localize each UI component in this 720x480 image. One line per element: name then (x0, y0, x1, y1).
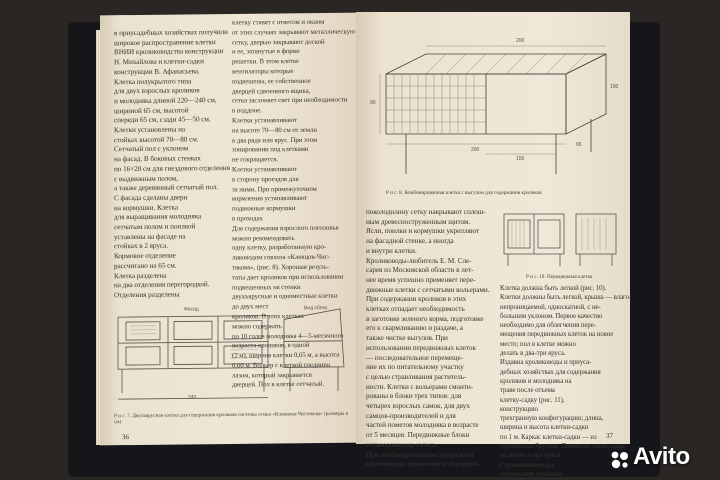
dim-bottom: 200 (471, 147, 480, 153)
center-text-line: в два ряда или ярус. При этом (232, 136, 318, 145)
center-text-line: за ними. При промежуточном (232, 185, 317, 194)
right-col1-text-line: в заготовке зеленого корма, подготовке (366, 314, 484, 323)
left-text-line: а также деревянный сетчатый пол. (114, 183, 219, 193)
figure-10-caption: Р и с. 10. Передвижная клетка (526, 274, 593, 280)
left-text-line: с выдвижным полом, (114, 174, 178, 183)
avito-watermark: Avito (633, 443, 690, 470)
dim-depth: 65 (576, 142, 582, 148)
left-text-line: для выращивания молодняка (114, 212, 202, 222)
right-col1-text-line: ние их по питательному участку (366, 363, 464, 372)
center-text-line: клетку ставят с отвесом и окном (232, 18, 325, 27)
right-col1-text-line: самцов-производителей и для (366, 411, 456, 420)
right-col2-text-line: мещения передвижных клеток на новое (500, 331, 614, 339)
right-col1-text-line: Ясли, поилки и кормушки укрепляют (366, 227, 480, 236)
right-page-column-1 (366, 208, 489, 470)
left-page-text-block (114, 28, 230, 301)
right-col2-text-line: ширина и высота клетки-садки (500, 424, 589, 432)
right-col2-text-line: с применением для (500, 461, 555, 469)
left-text-line: стойках высотой 70—80 см. (114, 135, 199, 144)
right-col2-text-line: кроликов и молодняка на (500, 377, 572, 385)
center-text-line: вентиляторы которые (232, 67, 294, 76)
left-page-number: 36 (122, 433, 129, 442)
center-text-line: по 10 голов молодняка 4—5-месячного (232, 332, 344, 341)
right-col1-text-line: использовании передвижных клеток (366, 343, 476, 352)
center-text-line: сетку, дверью закрывают доской (232, 38, 325, 47)
center-text-line: от этих случаях закрывают металлическую (232, 28, 356, 37)
center-text-line: таты дает кроликов при использовании (232, 273, 344, 282)
right-col2-text-line: делать в два-три яруса. (500, 350, 566, 358)
center-text-line: подвижные кормушки (232, 205, 296, 213)
center-text-line: лазом, который закрывается (232, 371, 312, 380)
left-text-line: уставлены на фасаде на (114, 232, 186, 241)
left-text-line: Клетка разделена (114, 271, 167, 280)
left-text-line: конструкции В. Афанасьева. (114, 67, 200, 77)
center-text-line: Клетки устанавливают (232, 165, 297, 174)
center-text-line: и ее, затянутые в форме (232, 48, 300, 56)
right-col1-text-line: установлены на колеса. (366, 440, 437, 449)
right-col1-text-line: При содержании кроликов в этих (366, 295, 467, 304)
figure-10-drawing (500, 208, 622, 272)
center-text-line: одну клетку, разработанную кро- (232, 244, 327, 252)
center-text-line: 0,60 м. Вольер с клеткой соединен (232, 361, 330, 370)
center-text-line: можно рекомендовать (232, 234, 295, 243)
center-text-line: на высоте 70—80 см от земли (232, 126, 317, 135)
left-text-line: сетчатым полом и поилкой (114, 222, 196, 232)
right-col2-text-line: непроницаемой, односкатной, с не- (500, 303, 601, 311)
right-col2-text-line: дебных хозяйствах для содержания (500, 368, 601, 376)
left-text-line: Н. Михайлова и клетки-садки (114, 57, 204, 67)
right-col1-text-line: — последовательное перемеще- (366, 353, 464, 362)
left-text-line: шириной 65 см, высотой (114, 106, 189, 115)
figure-10 (500, 208, 622, 272)
center-text-line: возраста кроликов, в одной (232, 342, 310, 350)
center-text-line: кормлении устанавливают (232, 195, 308, 203)
figure-8-drawing (366, 24, 624, 194)
right-col1-text-line: рованы в блоки трех типов: для (366, 392, 462, 401)
center-text-line: дверцей. Пол в клетке сетчатый. (232, 381, 325, 390)
center-text-line: решетки. В этом клетке (232, 58, 300, 66)
left-text-line: спереди 65 см, сзади 45—50 см. (114, 115, 211, 125)
center-text-line: двухъярусные и одноместные клетки (232, 292, 338, 301)
right-col2-text-line: Клетки должны быть легкой, крыша — влаго- (500, 294, 632, 302)
dim-width: 240 (188, 394, 197, 401)
right-col2-text-line: Клетка должна быть легкой (рис. 10). (500, 285, 607, 292)
center-text-line: кроликов. В этих клетках (232, 312, 304, 321)
right-col1-text-line: При комбинированном содержании (366, 450, 474, 459)
center-text-line: в поддоне. (232, 107, 262, 115)
center-text-line: зонировании под клетками (232, 146, 309, 154)
center-text-line: сетка заслоняет свет при необходимости (232, 96, 348, 105)
left-text-line: в приусадебных хозяйствах получили (114, 28, 228, 38)
right-col2-text-line: из дерева в три яруса, (500, 452, 562, 460)
right-col1-text-line: клетках отпадает необходимость (366, 305, 465, 314)
center-text-line: лиководом совхоза «Клевцов-Чис- (232, 253, 330, 262)
right-col1-text-line: от 5 месяцев. Передвижные блоки (366, 431, 470, 440)
right-col2-text-line: конструкцию (500, 405, 538, 413)
center-text-line: не сокращается. (232, 156, 278, 164)
right-col1-text-line: ным древесноструженным щитом. (366, 217, 471, 226)
right-col1-text-line: и внутри клетки. (366, 246, 417, 255)
left-text-line: Кормовое отделение (114, 251, 176, 261)
dim-height: 90 (370, 100, 376, 106)
left-text-line: Клетка полукрытого типа (114, 76, 192, 86)
right-page-number: 37 (606, 432, 613, 440)
left-text-line: С фасада сделаны двери (114, 193, 188, 203)
center-text-line: в проходах (232, 215, 263, 223)
right-col1-text-line: нее время успешно применяет пере- (366, 275, 476, 284)
left-text-line: и молодняка длиной 220—240 см, (114, 96, 217, 106)
right-col2-text-line: содержания кроликов. (500, 470, 564, 478)
figure-8-caption: Р и с. 8. Комбинированная клетка с выгулом для содержания кроликов (386, 190, 542, 196)
right-col1-text-line: движные клетки с сетчатыми вольерами. (366, 285, 490, 294)
right-col1-text-line: ности. Клетки с вольерами смонти- (366, 382, 474, 391)
right-col2-text-line: деревянных брусков. Примерно треть садка (500, 443, 625, 451)
label-front: Фасад (184, 306, 199, 313)
right-col1-text-line: с целью стравливания раститель- (366, 372, 467, 381)
center-column-text (232, 17, 355, 390)
left-text-line: Отделения разделены (114, 290, 180, 300)
right-col2-text-line: Издавна кролиководы и приуса- (500, 359, 592, 367)
left-text-line: широкое распространение клетки (114, 37, 216, 47)
left-text-line: ВНИИ кролиководства конструкции (114, 47, 224, 57)
left-text-line: рассчитано на 65 см. (114, 261, 177, 271)
right-col1-text-line: кролиководы применяют и передвиж- (366, 460, 481, 469)
right-col2-text-line: по 1 м. Каркас клетки-садки — из (500, 433, 597, 441)
center-text-line: тякова», (рис. 8). Хорошая резуль- (232, 263, 330, 272)
left-text-line: Сетчатый пол с уклоном (114, 144, 189, 154)
right-col1-text-line: четырех взрослых самок, для двух (366, 402, 470, 411)
center-text-line: в сторону проездов для (232, 175, 299, 184)
left-text-line: для двух взрослых кроликов (114, 86, 200, 96)
center-text-line: Клетки устанавливают (232, 116, 297, 125)
right-col2-text-line: место; пол в клетке можно (500, 340, 576, 348)
right-col1-text-line: Кролиководы-любитель Е. М. Сле- (366, 256, 472, 265)
right-col1-text-line: также чистке выгулов. При (366, 334, 448, 343)
figure-8 (366, 24, 624, 194)
figure-7-caption: Р и с. 7. Двухъярусная клетка для содержания кроликов системы семьи «Клевцова-Чистякова» (размеры в см) (114, 410, 349, 426)
right-col1-text-line: сарев из Московской области в лет- (366, 266, 474, 275)
right-col1-text-line: его к скармливанию и раздаче, а (366, 324, 463, 333)
dim-side: 100 (610, 84, 619, 90)
center-text-line: подвешенных на стенки (232, 283, 301, 292)
left-text-line: по 16×20 см для гнездового отделения (114, 163, 230, 174)
center-text-line: (2 м), ширина клетки 0,65 м, а высота (232, 351, 340, 360)
right-page (356, 12, 632, 478)
center-text-line: дверцей сдвоенного ящика, (232, 87, 311, 96)
dim-mid: 100 (516, 156, 525, 162)
right-col2-text-line: трехгранную конфигурацию; длина, (500, 415, 604, 423)
right-col2-text-line: траве после отъема (500, 387, 555, 395)
label-side: Вид сбоку (304, 304, 328, 312)
left-text-line: на фасад. В боковых стенках (114, 154, 201, 164)
center-text-line: подвешены, ее собственное (232, 77, 311, 86)
dim-top: 200 (516, 38, 525, 44)
center-text-line: Для содержания взрослого поголовья (232, 224, 339, 233)
right-col1-text-line: на фасадной стенке, а иногда (366, 237, 454, 246)
center-text-line: можно содержать (232, 322, 282, 331)
left-text-line: стойках в 2 яруса. (114, 242, 168, 251)
right-col1-text-line: частей пометов молодняка в возрасте (366, 421, 479, 430)
left-text-line: на два отделения перегородкой. (114, 280, 210, 290)
right-col1-text-line: поколодилину сетку накрывают сплош- (366, 208, 486, 216)
right-col2-text-line: клетку-садку (рис. 11), (500, 396, 565, 404)
right-col2-text-line: необходимо для облегчения пере- (500, 322, 596, 330)
left-text-line: Клетки установлены на (114, 125, 186, 135)
right-col2-text-line: большим уклоном. Первое качество (500, 312, 603, 320)
avito-logo-icon (610, 450, 630, 470)
center-text-line: до двух мест (232, 303, 269, 311)
left-text-line: на кормушки. Клетка (114, 203, 178, 212)
